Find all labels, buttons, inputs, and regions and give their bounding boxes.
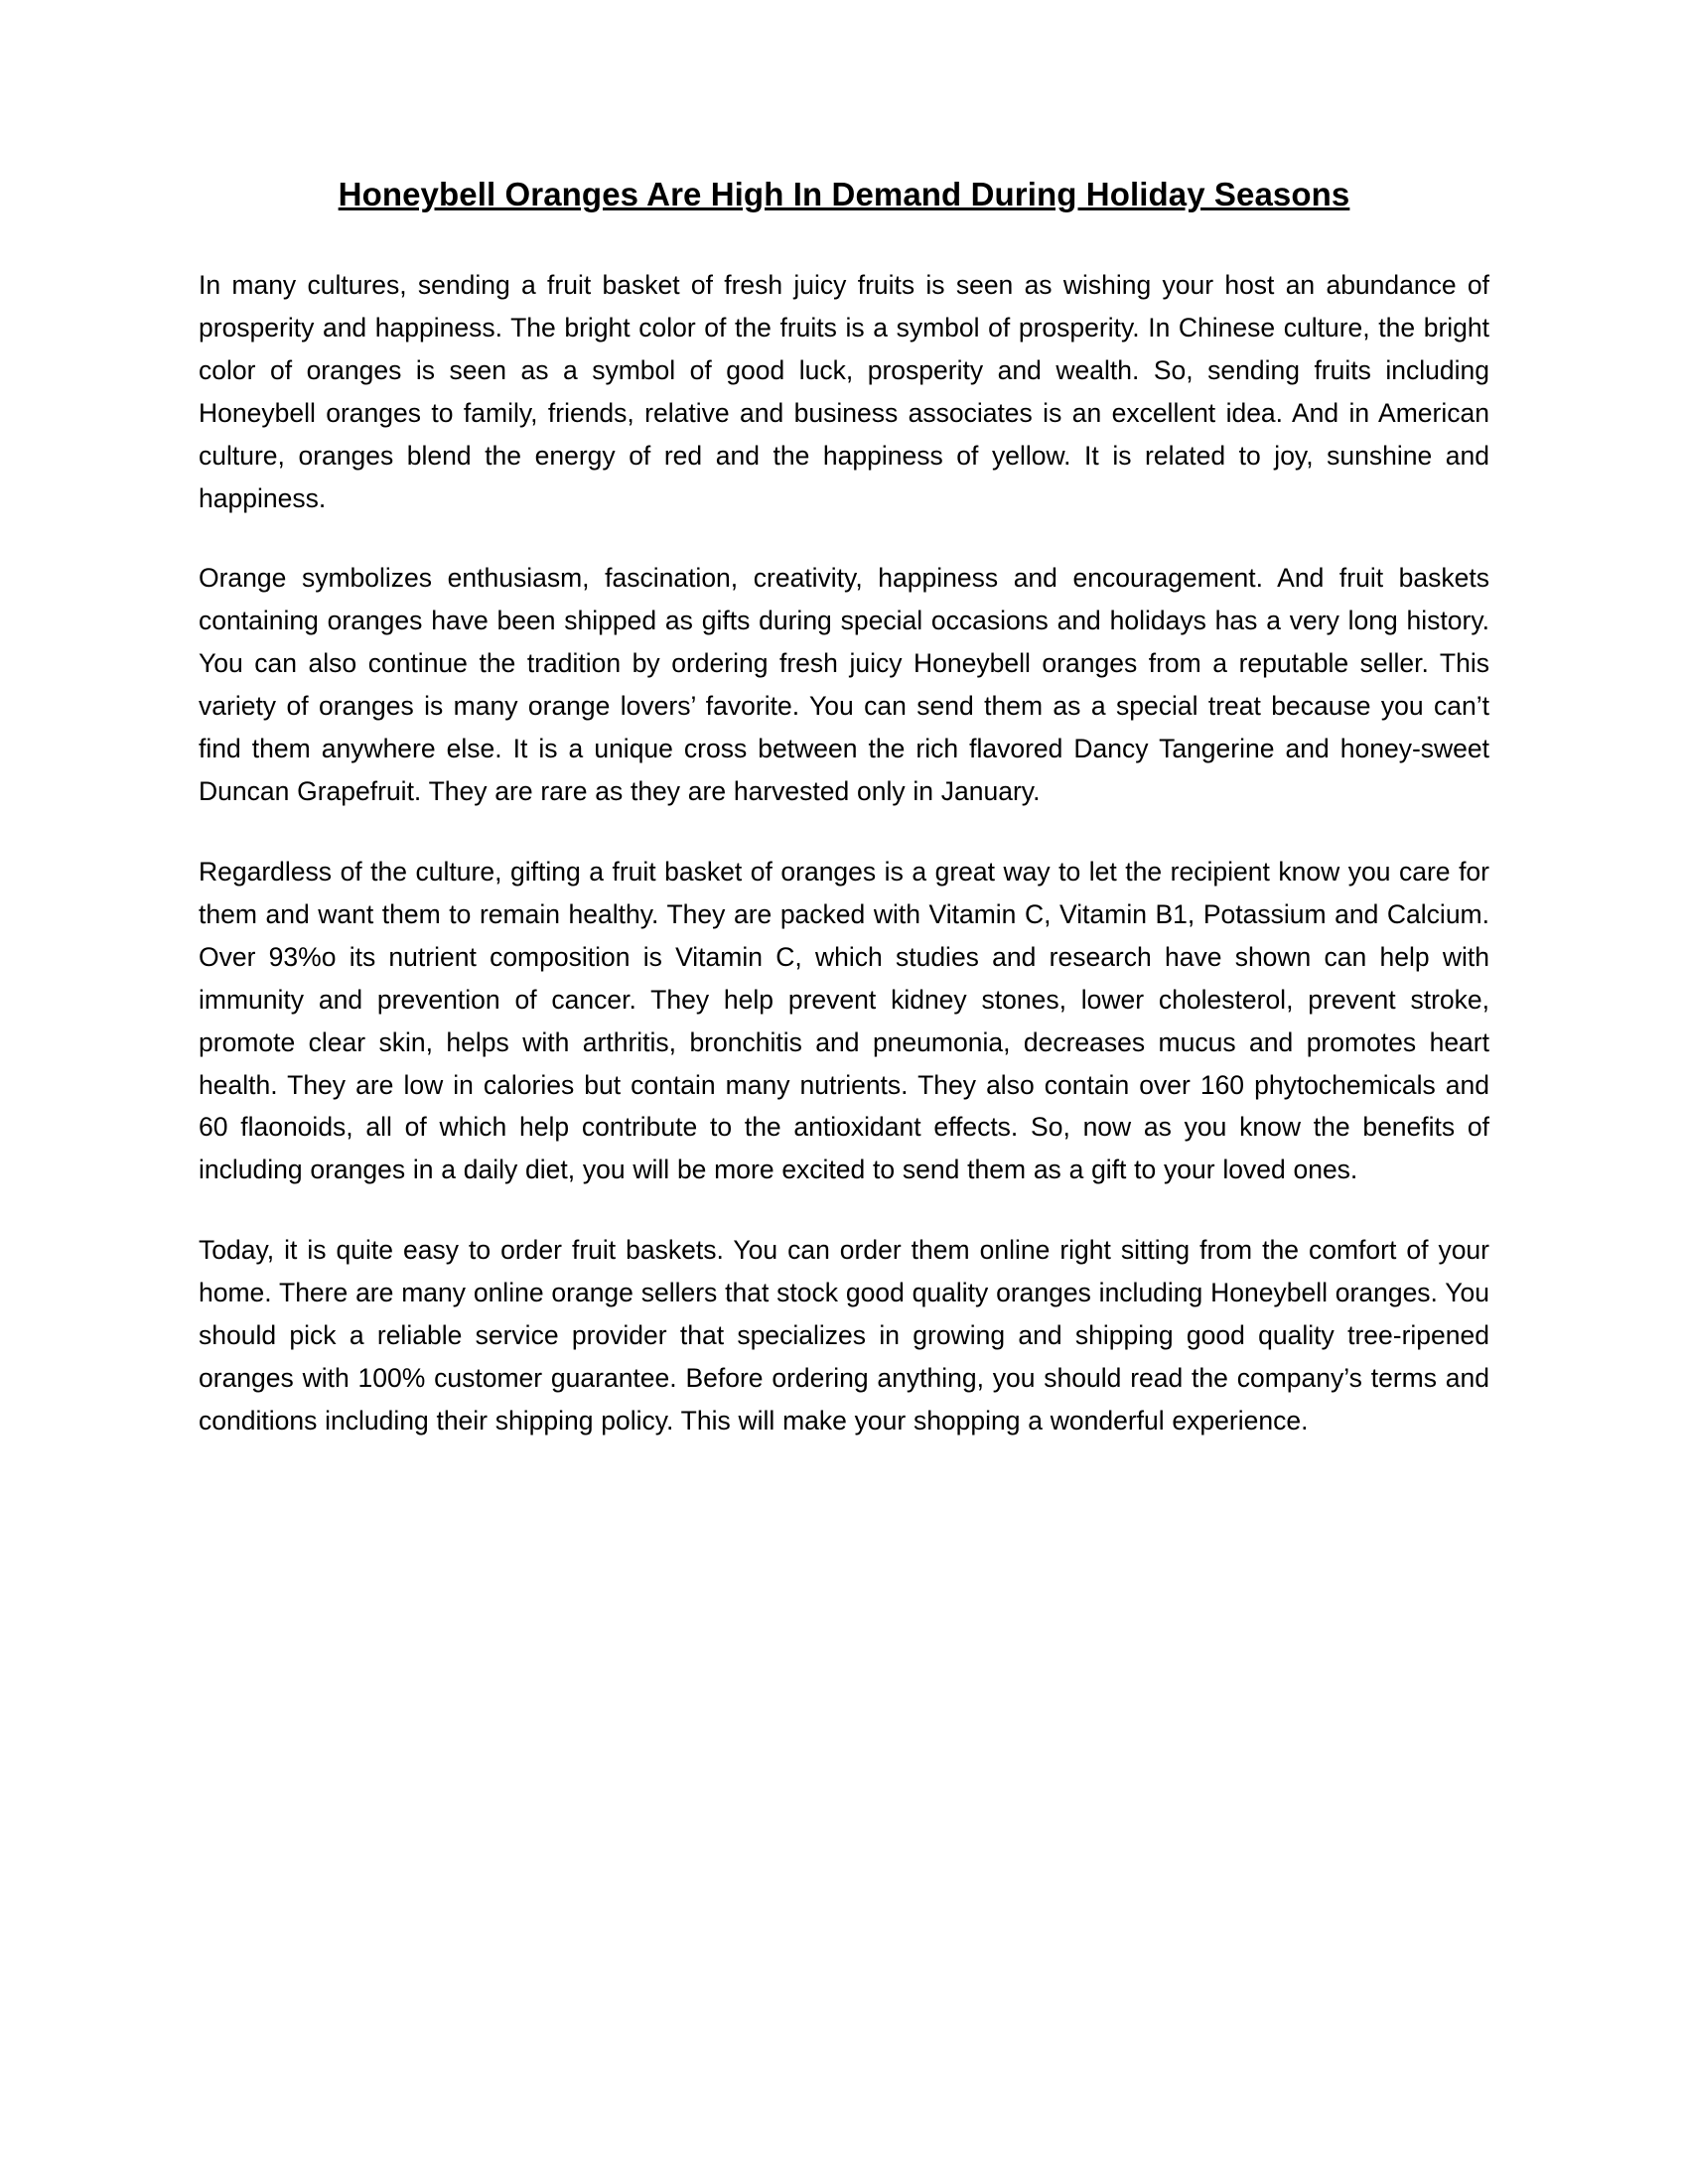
document-body [199, 174, 1489, 1442]
body-paragraph: Today, it is quite easy to order fruit baskets. You can order them online right sitting from the comfort of your home. There are many online orange sellers that stock good quality oranges including Honeybell oranges. You should pick a reliable service provider that specializes in growing and shipping good quality tree-ripened oranges with 100% customer guarantee. Before ordering anything, you should read the company’s terms and conditions including their shipping policy. This will make your shopping a wonderful experience. [199, 1235, 1489, 1436]
body-paragraph: Regardless of the culture, gifting a fruit basket of oranges is a great way to let the recipient know you care for them and want them to remain healthy. They are packed with Vitamin C, Vitamin B1, Potassium and Calcium. Over 93%o its nutrient composition is Vitamin C, which studies and research have shown can help with immunity and prevention of cancer. They help prevent kidney stones, lower cholesterol, prevent stroke, promote clear skin, helps with arthritis, bronchitis and pneumonia, decreases mucus and promotes heart health. They are low in calories but contain many nutrients. They also contain over 160 phytochemicals and 60 flaonoids, all of which help contribute to the antioxidant effects. So, now as you know the benefits of including oranges in a daily diet, you will be more excited to send them as a gift to your loved ones. [199, 856, 1489, 1185]
body-paragraph: Orange symbolizes enthusiasm, fascination, creativity, happiness and encouragement. And fruit baskets containing oranges have been shipped as gifts during special occasions and holidays has a very long history. You can also continue the tradition by ordering fresh juicy Honeybell oranges from a reputable seller. This variety of oranges is many orange lovers’ favorite. You can send them as a special treat because you can’t find them anywhere else. It is a unique cross between the rich flavored Dancy Tangerine and honey-sweet Duncan Grapefruit. They are rare as they are harvested only in January. [199, 563, 1489, 807]
body-paragraph: In many cultures, sending a fruit basket of fresh juicy fruits is seen as wishing your host an abundance of prosperity and happiness. The bright color of the fruits is a symbol of prosperity. In Chinese culture, the bright color of oranges is seen as a symbol of good luck, prosperity and wealth. So, sending fruits including Honeybell oranges to family, friends, relative and business associates is an excellent idea. And in American culture, oranges blend the energy of red and the happiness of yellow. It is related to joy, sunshine and happiness. [199, 269, 1489, 513]
page-title: Honeybell Oranges Are High In Demand During Holiday Seasons [338, 176, 1350, 212]
